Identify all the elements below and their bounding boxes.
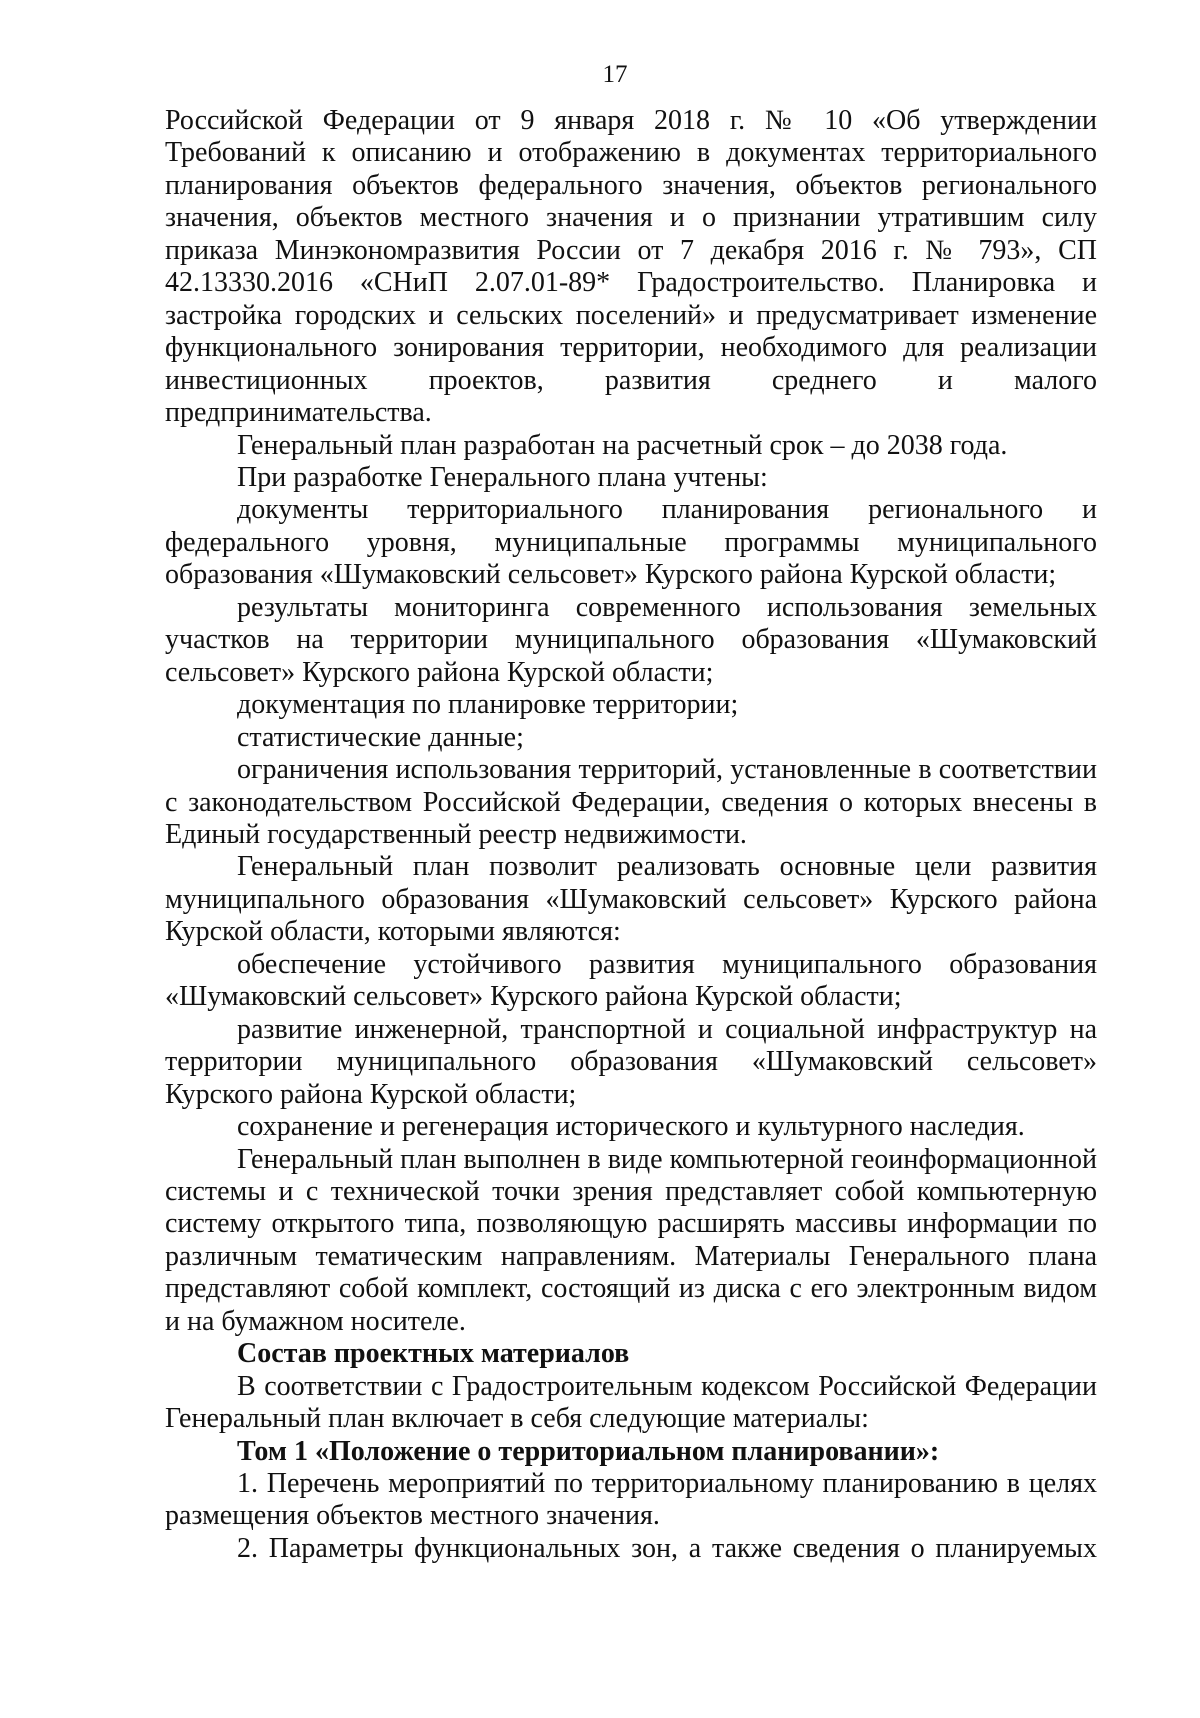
- list-item-restrictions: ограничения использования территорий, установленные в соответствии с законодательством Российской Федерации, сведения о которых внесены в Единый государственный реестр недвижимости.: [165, 754, 1097, 850]
- paragraph-considered-intro: При разработке Генерального плана учтены:: [237, 461, 768, 493]
- list-item-infrastructure: развитие инженерной, транспортной и социальной инфраструктур на территории муниципального образования «Шумаковский сельсовет» Курского района Курской области;: [165, 1013, 1097, 1110]
- list-item-heritage: сохранение и регенерация исторического и культурного наследия.: [237, 1111, 1025, 1143]
- list-item-planning-documents: документы территориального планирования регионального и федерального уровня, муниципальные программы муниципального образования «Шумаковский сельсовет» Курского района Курской области;: [165, 494, 1097, 591]
- numbered-item-1: 1. Перечень мероприятий по территориальному планированию в целях размещения объектов местного значения.: [165, 1468, 1097, 1532]
- paragraph-planning-period: Генеральный план разработан на расчетный срок – до 2038 года.: [237, 429, 1008, 461]
- paragraph-materials-intro: В соответствии с Градостроительным кодексом Российской Федерации Генеральный план включает в себя следующие материалы:: [165, 1370, 1097, 1435]
- list-item-statistics: статистические данные;: [237, 721, 524, 753]
- section-heading: Состав проектных материалов: [237, 1338, 630, 1370]
- document-body: [165, 105, 1097, 1565]
- paragraph-regulations: Российской Федерации от 9 января 2018 г. № 10 «Об утверждении Требований к описанию и отображению в документах территориального планирования объектов федерального значения, объектов регионального значения, объектов местного значения и о признании утратившим силу приказа Минэкономразвития России от 7 декабря 2016 г. № 793», СП 42.13330.2016 «СНиП 2.07.01-89* Градостроительство. Планировка и застройка городских и сельских поселений» и предусматривает изменение функционального зонирования территории, необходимого для реализации инвестиционных проектов, развития среднего и малого предпринимательства.: [165, 105, 1097, 429]
- paragraph-gis: Генеральный план выполнен в виде компьютерной геоинформационной системы и с технической точки зрения представляет собой компьютерную систему открытого типа, позволяющую расширять массивы информации по различным тематическим направлениям. Материалы Генерального плана представляют собой комплект, состоящий из диска с его электронным видом и на бумажном носителе.: [165, 1143, 1097, 1337]
- paragraph-goals-intro: Генеральный план позволит реализовать основные цели развития муниципального образования «Шумаковский сельсовет» Курского района Курской области, которыми являются:: [165, 851, 1097, 948]
- page-number: 17: [602, 61, 628, 88]
- list-item-sustainable-development: обеспечение устойчивого развития муниципального образования «Шумаковский сельсовет» Курского района Курской области;: [165, 948, 1097, 1013]
- volume-heading: Том 1 «Положение о территориальном планировании»:: [237, 1435, 940, 1467]
- numbered-item-2: 2. Параметры функциональных зон, а также сведения о планируемых: [237, 1532, 1097, 1564]
- list-item-planning-documentation: документация по планировке территории;: [237, 689, 739, 721]
- list-item-monitoring-results: результаты мониторинга современного использования земельных участков на территории муниципального образования «Шумаковский сельсовет» Курского района Курской области;: [165, 591, 1097, 688]
